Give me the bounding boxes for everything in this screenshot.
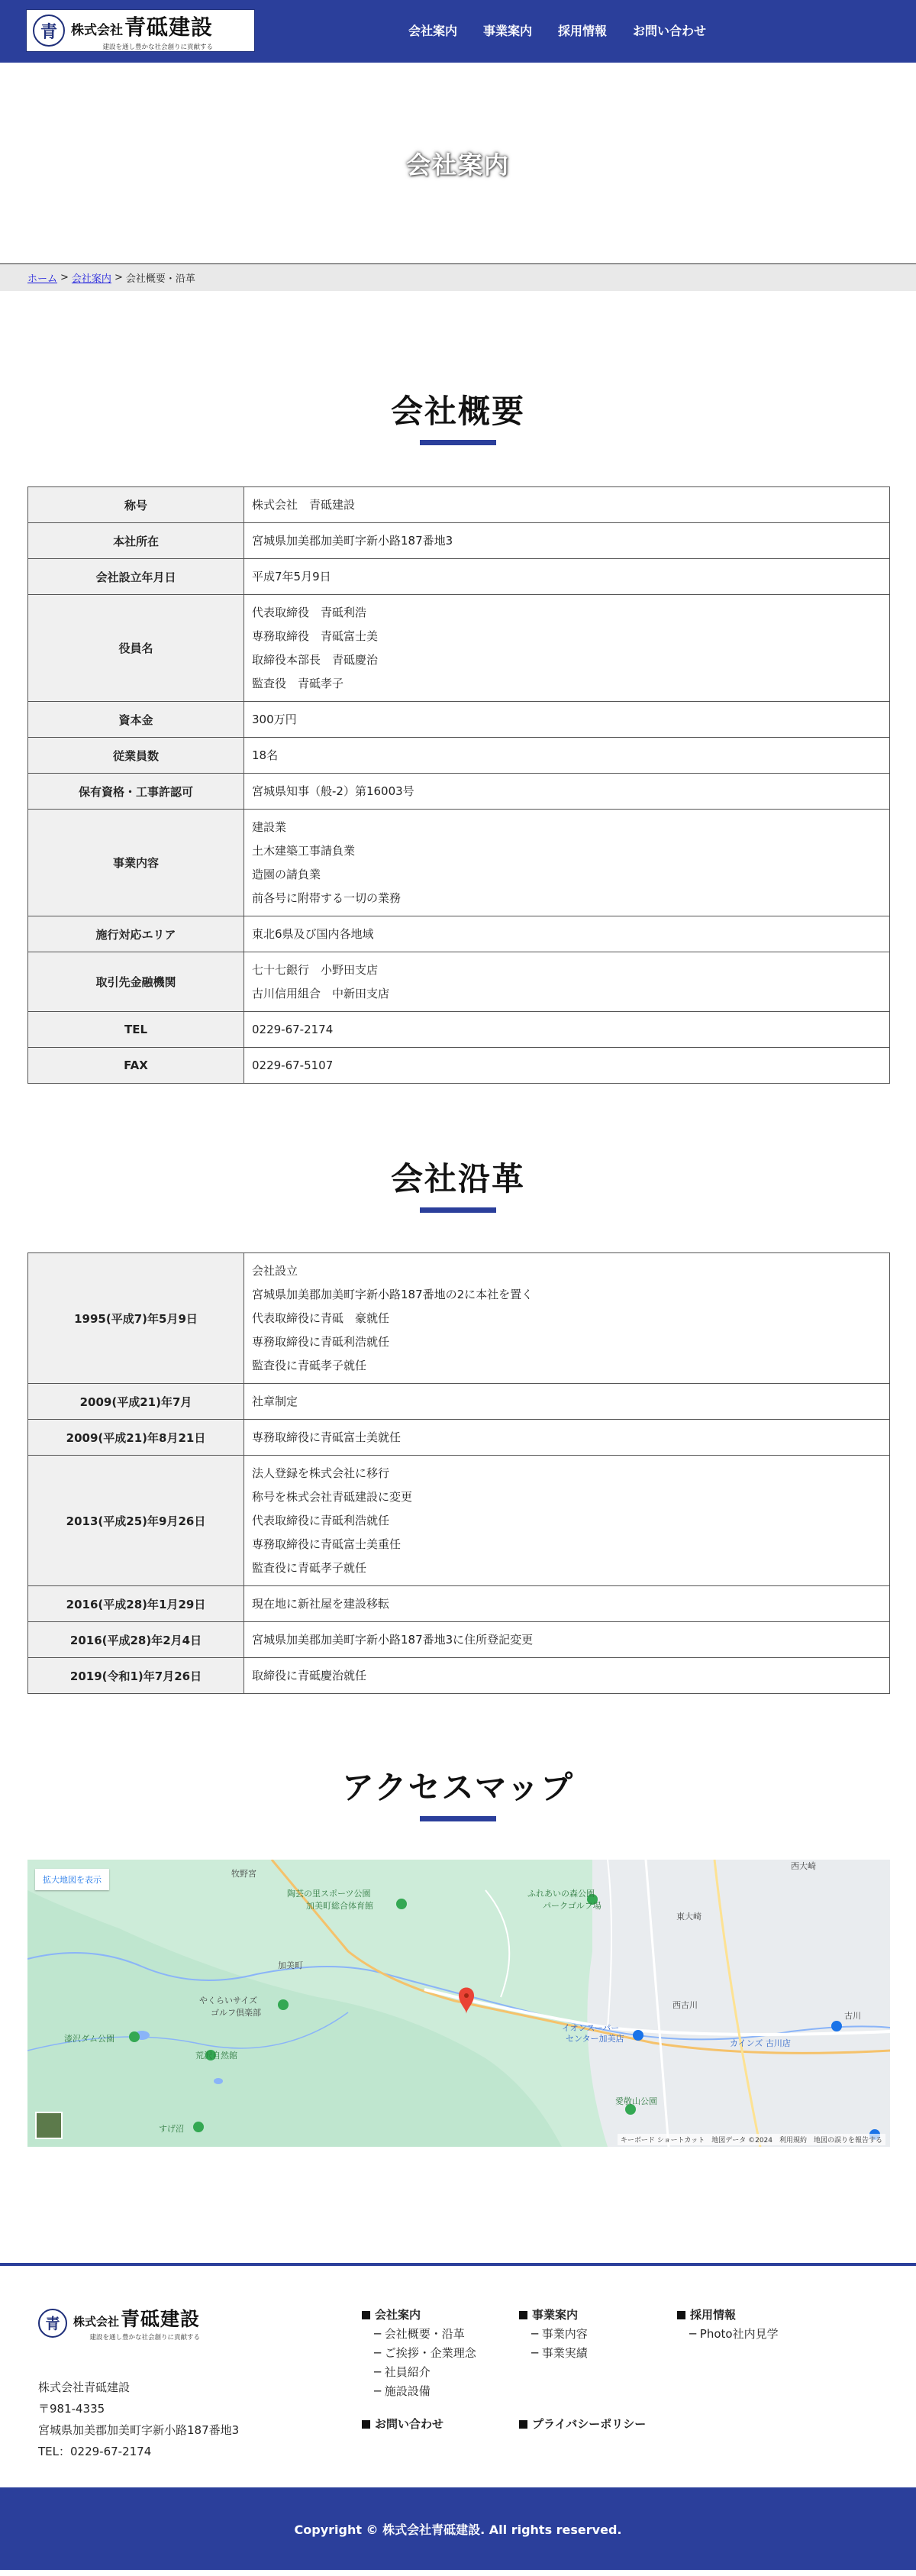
row-label: 2016(平成28)年2月4日 [28,1622,244,1658]
nav-company[interactable]: 会社案内 [408,24,458,38]
row-value [244,487,890,523]
row-value [244,952,890,1012]
logo-company-prefix: 株式会社 [73,2315,120,2329]
row-label: 従業員数 [28,738,244,774]
breadcrumb [0,263,916,291]
footer-col-company [362,2306,476,2434]
row-value [244,1456,890,1586]
map-canvas [27,1860,890,2147]
row-label: 1995(平成7)年5月9日 [28,1253,244,1384]
square-bullet-icon [519,2420,527,2429]
breadcrumb-separator: > [114,272,123,283]
access-map[interactable] [27,1860,890,2147]
row-value [244,1012,890,1048]
map-label: イオンスーパー [562,2023,620,2033]
row-label: 施行対応エリア [28,916,244,952]
nav-recruit[interactable]: 採用情報 [558,24,608,38]
table-row [28,1658,890,1694]
row-label: 会社設立年月日 [28,559,244,595]
square-bullet-icon [362,2311,370,2319]
footer-logo[interactable] [38,2304,200,2342]
map-label: 漆沢ダム公園 [64,2034,114,2044]
logo-company-name: 青砥建設 [121,2308,201,2330]
row-value [244,1384,890,1420]
logo-tagline: 建設を通し豊かな社会創りに貢献する [102,43,214,51]
footer-col-recruit [677,2306,779,2344]
footer-company-info [38,2377,239,2462]
footer-link-privacy[interactable]: プライバシーポリシー [519,2415,646,2434]
history-table [27,1252,890,1694]
square-bullet-icon [677,2311,685,2319]
map-attribution: キーボード ショートカット 地図データ ©2024 利用規約 地図の誤りを報告する [618,2134,885,2145]
row-label: 2009(平成21)年7月 [28,1384,244,1420]
map-label: 牧野宮 [231,1869,256,1879]
map-label: 古川 [844,2011,861,2021]
row-value-line: 宮城県加美郡加美町字新小路187番地の2に本社を置く [252,1287,534,1301]
footer-link-overview[interactable]: ─ 会社概要・沿革 [374,2327,465,2341]
footer-address: 宮城県加美郡加美町字新小路187番地3 [38,2423,240,2437]
row-label: FAX [28,1048,244,1084]
row-value-line: 代表取締役 青砥利浩 [252,605,367,619]
map-label: 東大崎 [676,1912,702,1921]
square-bullet-icon [362,2420,370,2429]
map-label: パークゴルフ場 [543,1901,602,1911]
square-bullet-icon [519,2311,527,2319]
map-label: 荒沢自然館 [195,2051,237,2060]
nav-business[interactable]: 事業案内 [483,24,533,38]
footer-link-company[interactable]: 会社案内 [362,2306,476,2325]
row-label: 資本金 [28,702,244,738]
table-row [28,1622,890,1658]
row-value [244,702,890,738]
row-label: 2016(平成28)年1月29日 [28,1586,244,1622]
history-section [0,1084,916,1694]
map-label: すげ沼 [159,2124,184,2134]
breadcrumb-separator: > [60,272,69,283]
map-label: 西大崎 [791,1861,816,1871]
row-value-line: 社章制定 [252,1394,298,1408]
footer-col-business [519,2306,646,2434]
row-value-line: 監査役に青砥孝子就任 [252,1560,367,1575]
footer-link-staff[interactable]: ─ 社員紹介 [374,2365,431,2379]
row-value [244,1420,890,1456]
row-label: 役員名 [28,595,244,702]
row-value-line: 称号を株式会社青砥建設に変更 [252,1489,413,1504]
table-row [28,1012,890,1048]
row-value-line: 会社設立 [252,1263,298,1278]
row-value-line: 専務取締役に青砥富士美重任 [252,1537,402,1551]
site-header [0,0,916,63]
row-value-line: 株式会社 青砥建設 [252,497,356,512]
overview-title: 会社概要 [390,393,525,430]
table-row [28,1456,890,1586]
breadcrumb-home[interactable]: ホーム [27,273,58,285]
row-value-line: 取締役本部長 青砥慶治 [252,652,379,667]
map-label: 西古川 [672,2000,698,2010]
footer-link-contact[interactable]: お問い合わせ [362,2415,476,2434]
row-value-line: 造園の請負業 [252,867,321,881]
site-logo[interactable] [26,9,255,52]
row-value-line: 0229-67-2174 [252,1022,334,1036]
row-value-line: 監査役 青砥孝子 [252,676,344,690]
row-value-line: 専務取締役に青砥利浩就任 [252,1334,390,1349]
row-value [244,738,890,774]
map-label: ふれあいの森公園 [527,1889,595,1899]
main-nav [408,21,706,39]
footer-tel: TEL：0229-67-2174 [38,2445,152,2458]
table-row [28,1384,890,1420]
table-row [28,1420,890,1456]
site-footer [0,2263,916,2487]
logo-company-prefix: 株式会社 [71,22,123,38]
row-label: TEL [28,1012,244,1048]
row-value-line: 平成7年5月9日 [252,569,331,583]
table-row [28,523,890,559]
title-underline [420,1816,496,1821]
title-underline [420,440,496,445]
row-value [244,523,890,559]
row-label: 本社所在 [28,523,244,559]
access-section [0,1694,916,2147]
table-row [28,702,890,738]
row-value-line: 現在地に新社屋を建設移転 [252,1596,390,1611]
row-value-line: 七十七銀行 小野田支店 [252,962,379,977]
map-label: 愛敬山公園 [615,2096,657,2106]
row-value [244,916,890,952]
overview-section [0,291,916,1084]
row-value [244,559,890,595]
row-value-line: 0229-67-5107 [252,1058,334,1072]
row-label: 称号 [28,487,244,523]
logo-company-name: 青砥建設 [124,14,214,40]
nav-contact[interactable]: お問い合わせ [633,24,707,38]
row-value [244,810,890,916]
footer-link-photo-tour[interactable]: ─ Photo社内見学 [689,2327,779,2341]
row-value [244,1048,890,1084]
row-value [244,1622,890,1658]
table-row [28,810,890,916]
row-value-line: 宮城県加美郡加美町字新小路187番地3に住所登記変更 [252,1632,534,1647]
logo-emblem-icon: 青 [33,15,65,47]
map-label: センター加美店 [566,2034,624,2044]
row-label: 取引先金融機関 [28,952,244,1012]
map-label: 陶芸の里スポーツ公園 [287,1889,371,1899]
map-label: やくらいサイズ [199,1996,258,2006]
row-value-line: 監査役に青砥孝子就任 [252,1358,367,1372]
page-title: 会社案内 [405,150,510,179]
row-value [244,1253,890,1384]
row-value-line: 300万円 [252,712,297,726]
map-enlarge-button[interactable]: 拡大地図を表示 [35,1869,109,1890]
table-row [28,1253,890,1384]
row-value-line: 18名 [252,748,279,762]
copyright-text: Copyright © 株式会社青砥建設. All rights reserved. [294,2522,622,2537]
row-value-line: 代表取締役に青砥利浩就任 [252,1513,390,1527]
logo-emblem-icon: 青 [38,2309,67,2338]
row-label: 事業内容 [28,810,244,916]
breadcrumb-current: 会社概要・沿革 [125,273,195,285]
footer-link-achievements[interactable]: ─ 事業実績 [531,2346,588,2360]
map-label: 加美町 [278,1960,303,1970]
row-value [244,1586,890,1622]
hero [0,63,916,263]
row-label: 2019(令和1)年7月26日 [28,1658,244,1694]
row-value-line: 代表取締役に青砥 豪就任 [252,1311,390,1325]
footer-zip: 〒981-4335 [38,2402,105,2416]
row-value-line: 法人登録を株式会社に移行 [252,1466,390,1480]
table-row [28,952,890,1012]
row-value-line: 取締役に青砥慶治就任 [252,1668,367,1682]
row-value-line: 宮城県加美郡加美町字新小路187番地3 [252,533,453,548]
row-value-line: 建設業 [252,819,287,834]
row-value-line: 土木建築工事請負業 [252,843,356,858]
row-label: 2013(平成25)年9月26日 [28,1456,244,1586]
map-label: カインズ 古川店 [730,2038,791,2048]
logo-tagline: 建設を通し豊かな社会創りに貢献する [89,2334,201,2342]
row-label: 2009(平成21)年8月21日 [28,1420,244,1456]
title-underline [420,1207,496,1213]
footer-link-business[interactable]: 事業案内 [519,2306,646,2325]
footer-link-business-content[interactable]: ─ 事業内容 [531,2327,588,2341]
access-title: アクセスマップ [341,1769,575,1806]
table-row [28,1586,890,1622]
footer-link-recruit[interactable]: 採用情報 [677,2306,779,2325]
table-row [28,595,890,702]
map-satellite-toggle[interactable] [35,2112,63,2139]
row-value-line: 東北6県及び国内各地域 [252,926,374,941]
table-row [28,774,890,810]
row-value [244,595,890,702]
footer-link-facility[interactable]: ─ 施設設備 [374,2384,431,2398]
row-value-line: 古川信用組合 中新田支店 [252,986,390,1000]
table-row [28,487,890,523]
history-title: 会社沿革 [390,1160,525,1198]
table-row [28,738,890,774]
row-label: 保有資格・工事許認可 [28,774,244,810]
breadcrumb-parent[interactable]: 会社案内 [71,273,111,285]
footer-company-name: 株式会社青砥建設 [38,2380,131,2394]
footer-link-greeting[interactable]: ─ ご挨拶・企業理念 [374,2346,476,2360]
row-value [244,774,890,810]
row-value-line: 宮城県知事（般-2）第16003号 [252,784,414,798]
row-value-line: 専務取締役に青砥富士美就任 [252,1430,402,1444]
table-row [28,1048,890,1084]
copyright-bar [0,2487,916,2570]
row-value [244,1658,890,1694]
row-value-line: 専務取締役 青砥富士美 [252,629,379,643]
row-value-line: 前各号に附帯する一切の業務 [252,890,402,905]
map-label: 加美町総合体育館 [306,1901,373,1911]
table-row [28,559,890,595]
overview-table [27,486,890,1084]
map-label: ゴルフ倶楽部 [211,2008,261,2018]
table-row [28,916,890,952]
